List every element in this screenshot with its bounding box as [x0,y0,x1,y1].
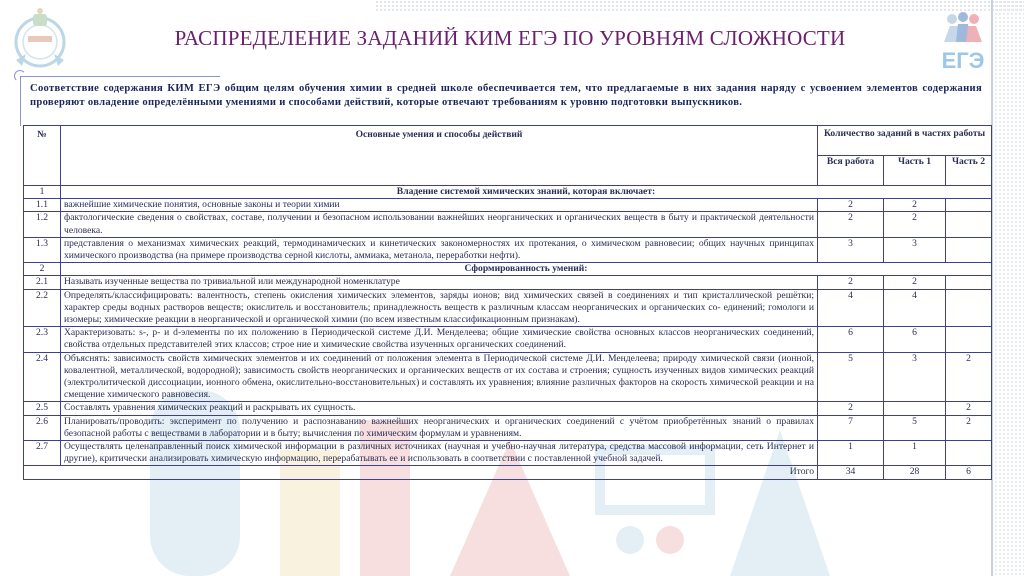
row-num: 1.1 [24,199,61,212]
table-row [24,199,992,212]
page-title: РАСПРЕДЕЛЕНИЕ ЗАДАНИЙ КИМ ЕГЭ ПО УРОВНЯМ СЛОЖНОСТИ [174,26,846,50]
header-count-group: Количество заданий в частях работы [818,126,992,156]
ege-logo [940,12,986,73]
total-part2: 6 [946,466,992,479]
row-num: 1.3 [24,237,61,262]
tasks-distribution-table [23,125,992,480]
table-row [24,402,992,415]
row-total: 5 [818,352,884,402]
total-label: Итого [24,466,818,479]
row-part1: 1 [884,441,946,466]
row-part2: 2 [946,415,992,440]
table-row [24,212,992,237]
row-num: 2.6 [24,415,61,440]
section-row [24,186,992,199]
row-total: 7 [818,415,884,440]
row-total: 2 [818,199,884,212]
row-part1: 2 [884,212,946,237]
table-row [24,327,992,352]
row-part1: 2 [884,199,946,212]
row-text: фактологические сведения о свойствах, составе, получении и безопасном использовании важнейших неорганических и органических веществ в быту и практической деятельности человека. [61,212,818,237]
row-part2 [946,212,992,237]
row-text: важнейшие химические понятия, основные законы и теории химии [61,199,818,212]
table-row [24,237,992,262]
row-total: 2 [818,276,884,289]
row-total: 4 [818,289,884,327]
decorative-dot-pattern-top [375,0,1024,12]
decorative-frame-line [20,76,220,77]
row-part1: 6 [884,327,946,352]
table-header-row [24,126,992,156]
header-part2: Часть 2 [946,156,992,186]
row-text: представления о механизмах химических реакций, термодинамических и кинетических закономерностях их протекания, о химическом равновесии; общих научных принципах химического производства (на примере производства серной кислоты, аммиака, метанола, переработки нефти). [61,237,818,262]
row-part2 [946,327,992,352]
section-row [24,263,992,276]
row-num: 2.3 [24,327,61,352]
total-part1: 28 [884,466,946,479]
ege-logo-text: ЕГЭ [941,48,985,73]
row-num: 1.2 [24,212,61,237]
row-text: Называть изученные вещества по тривиальной или международной номенклатуре [61,276,818,289]
header-part1: Часть 1 [884,156,946,186]
decorative-dot-pattern-right [994,0,1024,576]
row-part1: 4 [884,289,946,327]
section-title: Сформированность умений: [61,263,992,276]
row-part1: 3 [884,237,946,262]
row-part2 [946,441,992,466]
row-part2: 2 [946,402,992,415]
decorative-frame-line [20,76,21,126]
row-text: Характеризовать: s-, p- и d-элементы по их положению в Периодической системе Д.И. Менделеева; общие химические свойства основных классов неорганических соединений, свойства отдельных представителей этих классов; строе ние и химические свойства изученных органических соединений. [61,327,818,352]
row-text: Планировать/проводить: эксперимент по получению и распознаванию важнейших неорганических и органических соединений с учётом приобретённых знаний о правилах безопасной работы с веществами в лаборатории и в быту; вычисления по химическим формулам и уравнениям. [61,415,818,440]
row-total: 2 [818,402,884,415]
row-num: 2.2 [24,289,61,327]
table-row [24,352,992,402]
row-text: Составлять уравнения химических реакций и раскрывать их сущность. [61,402,818,415]
row-num: 2.1 [24,276,61,289]
section-num: 1 [24,186,61,199]
row-part2 [946,199,992,212]
row-part2 [946,289,992,327]
header-num: № [24,126,61,186]
people-logo-icon [940,12,986,44]
table-total-row [24,466,992,479]
row-part2 [946,237,992,262]
row-num: 2.7 [24,441,61,466]
total-all: 34 [818,466,884,479]
row-part1: 2 [884,276,946,289]
row-total: 1 [818,441,884,466]
row-part2 [946,276,992,289]
table-row [24,289,992,327]
intro-paragraph: Соответствие содержания КИМ ЕГЭ общим целям обучения химии в средней школе обеспечивается тем, что предлагаемые в них задания наряду с усвоением элементов содержания проверяют овладение определёнными умениями и способами действий, которые отвечают требованиям к уровню подготовки выпускников. [30,83,982,108]
row-text: Определять/классифицировать: валентность, степень окисления химических элементов, заряды ионов; вид химических связей в соединениях и тип кристаллической решётки; характер среды водных растворов веществ; окислитель и восстановитель; принадлежность веществ к различным классам неорганических и органических со- единений; гомологи и изомеры; химические реакции в неорганической и органической химии (по всем известным классификационным признакам). [61,289,818,327]
school-emblem-icon [8,6,72,72]
row-part1: 5 [884,415,946,440]
row-part2: 2 [946,352,992,402]
header-total: Вся работа [818,156,884,186]
row-text: Объяснять: зависимость свойств химических элементов и их соединений от положения элемента в Периодической системе Д.И. Менделеева; природу химической связи (ионной, ковалентной, металлической, водородной); зависимость свойств неорганических и органических веществ от их состава и строения; сущность изученных видов химических реакций (электролитической диссоциации, ионного обмена, окислительно-восстановительных) и составлять их уравнения; влияние различных факторов на скорость химической реакции и на смещение химического равновесия. [61,352,818,402]
header-skills: Основные умения и способы действий [61,126,818,186]
table-row [24,415,992,440]
row-part1: 3 [884,352,946,402]
section-num: 2 [24,263,61,276]
table-row [24,276,992,289]
row-total: 2 [818,212,884,237]
row-total: 3 [818,237,884,262]
row-num: 2.4 [24,352,61,402]
row-part1 [884,402,946,415]
row-num: 2.5 [24,402,61,415]
row-text: Осуществлять целенаправленный поиск химической информации в различных источниках (научная и учебно-научная литература, средства массовой информации, сеть Интернет и другие), критически анализировать химическую информацию, перерабатывать ее и использовать в соответствии с поставленной учебной задачей. [61,441,818,466]
row-total: 6 [818,327,884,352]
table-row [24,441,992,466]
section-title: Владение системой химических знаний, которая включает: [61,186,992,199]
